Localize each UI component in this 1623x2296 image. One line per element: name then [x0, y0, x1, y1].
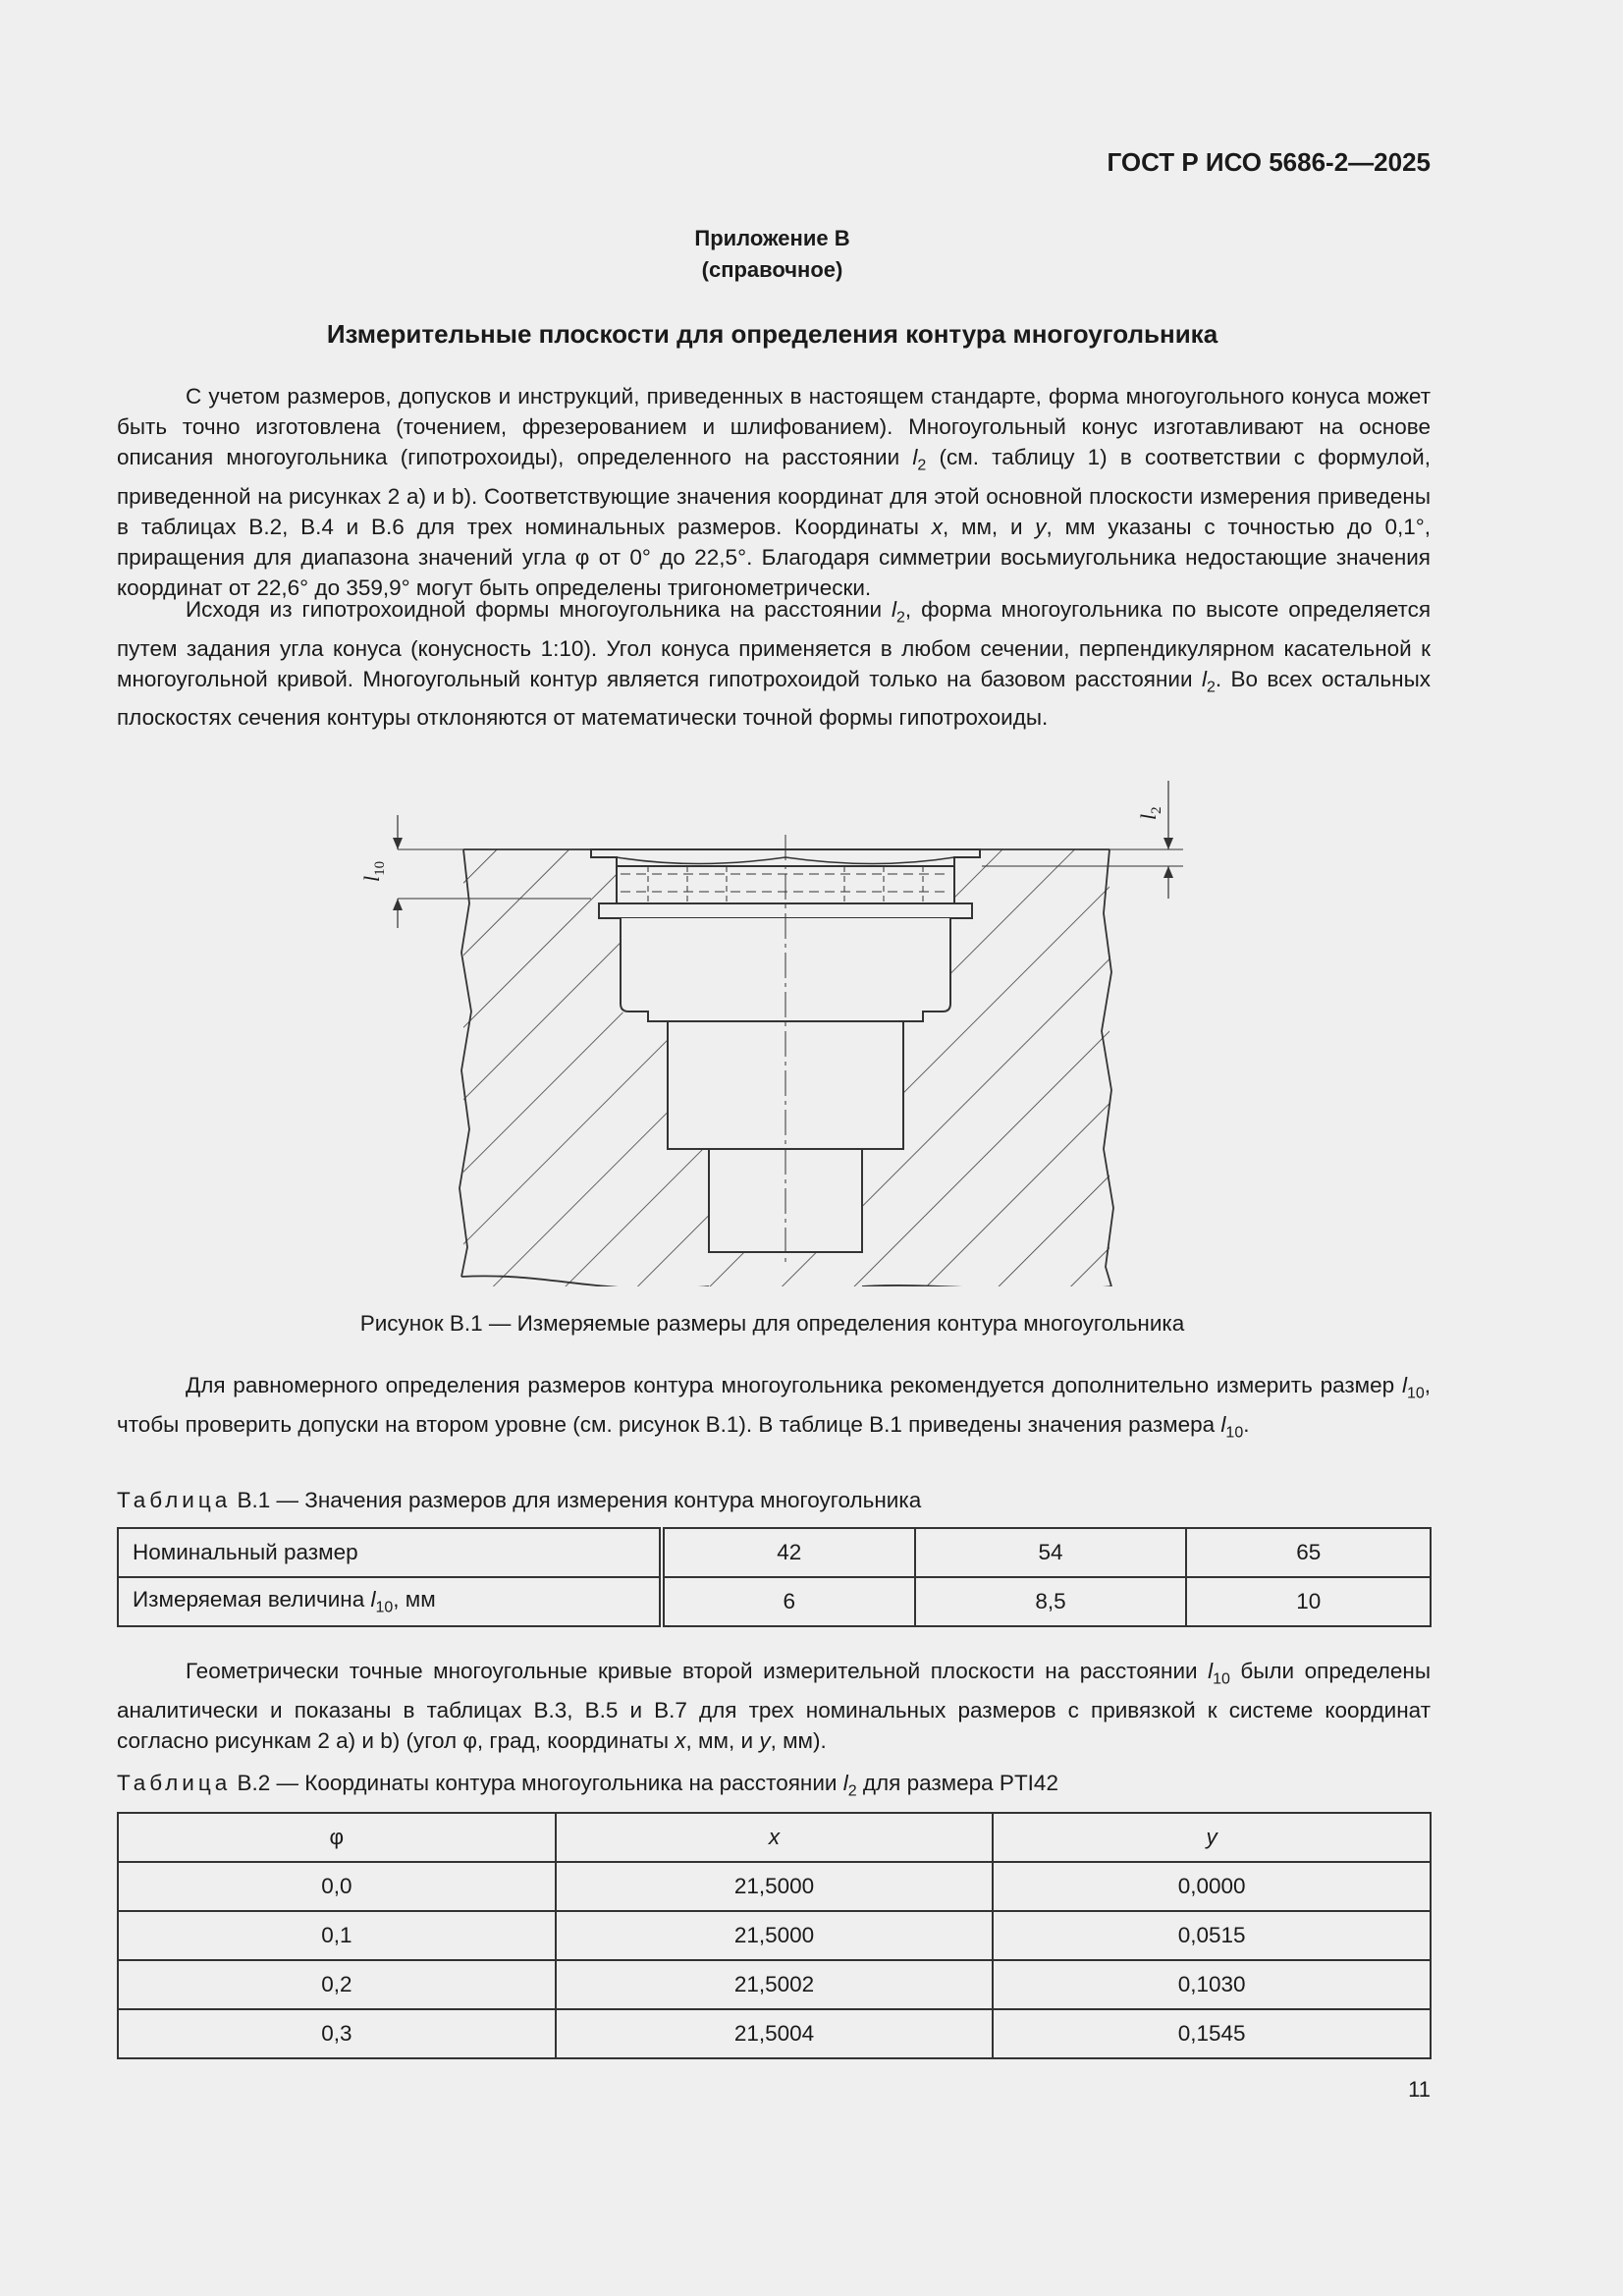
table-cell: 0,1 — [118, 1911, 556, 1960]
annex-title: Приложение В — [694, 226, 850, 250]
table-cell: Измеряемая величина $l_{10}$, мм — [118, 1577, 662, 1626]
table-cell: 42 — [662, 1528, 915, 1577]
table-cell: 0,0 — [118, 1862, 556, 1911]
standard-designation: ГОСТ Р ИСО 5686-2—2025 — [1107, 147, 1431, 177]
column-header: y — [993, 1813, 1431, 1862]
table-b1 — [117, 1527, 1432, 1627]
table-cell: 21,5000 — [556, 1862, 994, 1911]
table-cell: 0,0515 — [993, 1911, 1431, 1960]
table-cell: 6 — [662, 1577, 915, 1626]
table-row — [118, 2009, 1431, 2058]
table-cell: 10 — [1186, 1577, 1431, 1626]
table-b2 — [117, 1812, 1432, 2059]
table-cell: 0,1545 — [993, 2009, 1431, 2058]
label-l10: $l_{10}$ — [359, 860, 388, 882]
table-row — [118, 1528, 1431, 1577]
column-header: φ — [118, 1813, 556, 1862]
annex-subtitle: (справочное) — [701, 257, 843, 282]
table-cell: 0,3 — [118, 2009, 556, 2058]
section-heading: Измерительные плоскости для определения контура многоугольника — [326, 319, 1218, 349]
table-row — [118, 1577, 1431, 1626]
table-cell: 21,5000 — [556, 1911, 994, 1960]
table-cell: 0,1030 — [993, 1960, 1431, 2009]
paragraph-2: Исходя из гипотрохоидной формы многоугольника на расстоянии $l_2$, форма многоугольника по высоте определяется путем задания угла конуса (конусность 1:10). Угол конуса применяется в любом сечении, перпендикулярном касательной к многоугольной кривой. Многоугольный контур является гипотрохоидой только на базовом расстоянии $l_2$. Во всех остальных плоскостях сечения контуры отклоняются от математически точной формы гипотрохоиды. — [117, 597, 1432, 730]
table-row — [118, 1911, 1431, 1960]
table-cell: 8,5 — [915, 1577, 1187, 1626]
table-cell: Номинальный размер — [118, 1528, 662, 1577]
paragraph-3: Для равномерного определения размеров контура многоугольника рекомендуется дополнительно измерить размер $l_{10}$, чтобы проверить допуски на втором уровне (см. рисунок В.1). В таблице В.1 приведены значения размера $l_{10}$. — [117, 1373, 1431, 1441]
paragraph-1: С учетом размеров, допусков и инструкций, приведенных в настоящем стандарте, форма многоугольного конуса может быть точно изготовлена (точением, фрезерованием и шлифованием). Многоугольный конус изготавливают на основе описания многоугольника (гипотрохоиды), определенного на расстоянии $l_2$ (см. таблицу 1) в соответствии с формулой, приведенной на рисунках 2 а) и b). Соответствующие значения координат для этой основной плоскости измерения приведены в таблицах В.2, В.4 и В.6 для трех номинальных размеров. Координаты x, мм, и y, мм указаны с точностью до 0,1°, приращения для диапазона значений угла φ от 0° до 22,5°. Благодаря симметрии восьмиугольника недостающие значения координат от 22,6° до 359,9° могут быть определены тригонометрически. — [117, 384, 1432, 600]
table-b1-caption: Таблица В.1 — Значения размеров для измерения контура многоугольника — [117, 1488, 922, 1512]
label-l2: $l_2$ — [1136, 806, 1164, 820]
table-cell: 0,2 — [118, 1960, 556, 2009]
table-cell: 21,5004 — [556, 2009, 994, 2058]
table-cell: 65 — [1186, 1528, 1431, 1577]
figure-caption: Рисунок В.1 — Измеряемые размеры для определения контура многоугольника — [359, 1311, 1185, 1336]
column-header: x — [556, 1813, 994, 1862]
table-cell: 54 — [915, 1528, 1187, 1577]
figure-b1-drawing — [353, 776, 1198, 1286]
table-b2-caption: Таблица В.2 — Координаты контура многоугольника на расстоянии $l_2$ для размера PTI42 — [117, 1771, 1058, 1800]
page-number: 11 — [1408, 2077, 1431, 2102]
table-cell: 0,0000 — [993, 1862, 1431, 1911]
table-header-row — [118, 1813, 1431, 1862]
table-row — [118, 1862, 1431, 1911]
paragraph-4: Геометрически точные многоугольные кривые второй измерительной плоскости на расстоянии $l_{10}$ были определены аналитически и показаны в таблицах В.3, В.5 и В.7 для трех номинальных размеров с привязкой к системе координат согласно рисункам 2 а) и b) (угол φ, град, координаты x, мм, и y, мм). — [117, 1659, 1431, 1753]
table-cell: 21,5002 — [556, 1960, 994, 2009]
table-row — [118, 1960, 1431, 2009]
